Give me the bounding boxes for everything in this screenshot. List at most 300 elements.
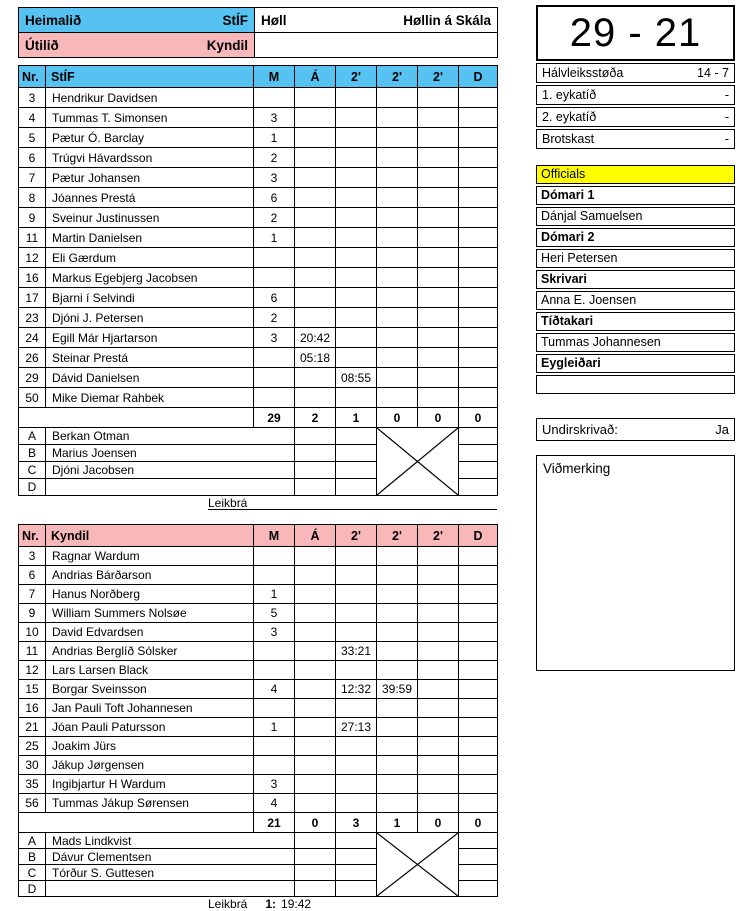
player-name: Egill Már Hjartarson: [46, 328, 254, 348]
player-name: Jákup Jørgensen: [46, 756, 254, 775]
bench-disqualification-cell: [459, 849, 498, 865]
warning-cell: [295, 148, 336, 168]
disqualification-cell: [459, 388, 498, 408]
suspension3-cell: [418, 268, 459, 288]
home-team-name: StÍF: [222, 12, 248, 28]
game-log-event-number: 1:: [265, 897, 277, 911]
score-info-label: Hálvleiksstøða: [542, 66, 624, 80]
official-role-label: Dómari 1: [536, 186, 735, 205]
roster-header-row: [19, 66, 498, 88]
bench-disqualification-cell: [459, 881, 498, 897]
disqualification-cell: [459, 547, 498, 566]
column-header-suspension1-cell: 2': [336, 66, 377, 88]
bench-row: [19, 428, 498, 445]
player-number: 9: [19, 208, 46, 228]
official-role-label: Tíðtakari: [536, 312, 735, 331]
warning-cell: [295, 794, 336, 813]
table-row: [19, 547, 498, 566]
game-log-label-away: [208, 898, 497, 911]
warning-cell: [295, 108, 336, 128]
disqualification-cell: [459, 128, 498, 148]
goals-cell: 3: [254, 328, 295, 348]
bench-name: [46, 479, 295, 496]
bench-warning-cell: [295, 833, 336, 849]
warning-cell: [295, 775, 336, 794]
officials-title: Officials: [536, 165, 735, 184]
warning-cell: [295, 368, 336, 388]
away-label: Útilið: [25, 37, 59, 53]
warning-cell: [295, 547, 336, 566]
suspension3-cell: [418, 288, 459, 308]
suspension2-cell: [377, 248, 418, 268]
player-number: 25: [19, 737, 46, 756]
column-header-goals-cell: M: [254, 525, 295, 547]
disqualification-cell: [459, 775, 498, 794]
warning-cell: [295, 388, 336, 408]
bench-disqualification-cell: [459, 479, 498, 496]
disqualification-cell: [459, 268, 498, 288]
goals-cell: 3: [254, 623, 295, 642]
suspension3-cell: [418, 328, 459, 348]
bench-name: Marius Joensen: [46, 445, 295, 462]
disqualification-cell: [459, 585, 498, 604]
warning-cell: [295, 228, 336, 248]
suspension2-cell: [377, 794, 418, 813]
disqualification-cell: [459, 737, 498, 756]
disqualification-cell: [459, 794, 498, 813]
bench-suspension-cell: [336, 428, 377, 445]
player-number: 9: [19, 604, 46, 623]
column-header-suspension2-cell: 2': [377, 525, 418, 547]
suspension2-cell: [377, 228, 418, 248]
hall-cell: [255, 8, 498, 33]
suspension1-cell: [336, 248, 377, 268]
table-row: [19, 328, 498, 348]
player-name: Steinar Prestá: [46, 348, 254, 368]
player-name: Tummas T. Simonsen: [46, 108, 254, 128]
roster-header-row: [19, 525, 498, 547]
score-info-label: 1. eykatíð: [542, 88, 597, 102]
suspension1-cell: [336, 168, 377, 188]
warning-cell: [295, 128, 336, 148]
warning-cell: 20:42: [295, 328, 336, 348]
player-name: Sveinur Justinussen: [46, 208, 254, 228]
signed-value: Ja: [715, 422, 729, 437]
table-row: [19, 88, 498, 108]
total-warning-cell: 0: [295, 813, 336, 833]
player-name: Bjarni í Selvindi: [46, 288, 254, 308]
column-header-disqualification-cell: D: [459, 66, 498, 88]
goals-cell: 1: [254, 228, 295, 248]
suspension2-cell: [377, 718, 418, 737]
bench-suspension-cell: [336, 865, 377, 881]
player-number: 24: [19, 328, 46, 348]
suspension2-cell: [377, 661, 418, 680]
bench-row: [19, 833, 498, 849]
suspension2-cell: [377, 368, 418, 388]
player-name: William Summers Nolsøe: [46, 604, 254, 623]
crossed-out-cells: [377, 428, 459, 496]
suspension3-cell: [418, 208, 459, 228]
warning-cell: [295, 585, 336, 604]
column-header-suspension3-cell: 2': [418, 66, 459, 88]
suspension3-cell: [418, 642, 459, 661]
table-row: [19, 308, 498, 328]
suspension2-cell: [377, 128, 418, 148]
goals-cell: 3: [254, 108, 295, 128]
player-number: 11: [19, 642, 46, 661]
bench-warning-cell: [295, 881, 336, 897]
game-log-event-time: 19:42: [281, 897, 312, 911]
bench-disqualification-cell: [459, 833, 498, 849]
final-score: 29 - 21: [536, 5, 735, 61]
suspension3-cell: [418, 794, 459, 813]
warning-cell: [295, 680, 336, 699]
suspension1-cell: [336, 228, 377, 248]
totals-empty-cell: [19, 408, 254, 428]
disqualification-cell: [459, 108, 498, 128]
suspension3-cell: [418, 308, 459, 328]
remarks-label: Viðmerking: [543, 461, 611, 476]
total-goals-cell: 21: [254, 813, 295, 833]
bench-suspension-cell: [336, 445, 377, 462]
player-name: Markus Egebjerg Jacobsen: [46, 268, 254, 288]
suspension3-cell: [418, 248, 459, 268]
player-name: Pætur Johansen: [46, 168, 254, 188]
bench-letter: A: [19, 833, 46, 849]
player-name: Tummas Jákup Sørensen: [46, 794, 254, 813]
score-info-value: -: [724, 88, 729, 102]
suspension3-cell: [418, 188, 459, 208]
suspension3-cell: [418, 368, 459, 388]
column-header-suspension1-cell: 2': [336, 525, 377, 547]
suspension1-cell: [336, 128, 377, 148]
roster-table-home: [18, 65, 498, 496]
suspension2-cell: [377, 188, 418, 208]
official-name: Tummas Johannesen: [536, 333, 735, 352]
player-name: Lars Larsen Black: [46, 661, 254, 680]
player-name: Dávid Danielsen: [46, 368, 254, 388]
player-number: 35: [19, 775, 46, 794]
warning-cell: [295, 566, 336, 585]
suspension1-cell: [336, 188, 377, 208]
home-team-cell: [19, 8, 255, 33]
goals-cell: 3: [254, 168, 295, 188]
column-header-suspension2-cell: 2': [377, 66, 418, 88]
suspension1-cell: [336, 288, 377, 308]
disqualification-cell: [459, 699, 498, 718]
official-role-label: Eygleiðari: [536, 354, 735, 373]
table-row: [19, 228, 498, 248]
bench-warning-cell: [295, 428, 336, 445]
disqualification-cell: [459, 756, 498, 775]
suspension1-cell: 33:21: [336, 642, 377, 661]
table-row: [19, 623, 498, 642]
disqualification-cell: [459, 288, 498, 308]
crossed-out-cells: [377, 833, 459, 897]
suspension1-cell: 12:32: [336, 680, 377, 699]
official-role-label: Skrivari: [536, 270, 735, 289]
goals-cell: 6: [254, 188, 295, 208]
score-info-row: [536, 107, 735, 127]
suspension2-cell: [377, 547, 418, 566]
bench-letter: B: [19, 445, 46, 462]
suspension3-cell: [418, 718, 459, 737]
table-row: [19, 388, 498, 408]
suspension3-cell: [418, 128, 459, 148]
bench-suspension-cell: [336, 833, 377, 849]
player-name: Andrias Bárðarson: [46, 566, 254, 585]
signed-box: [536, 418, 735, 441]
disqualification-cell: [459, 718, 498, 737]
suspension1-cell: [336, 328, 377, 348]
home-label: Heimalið: [25, 12, 82, 28]
goals-cell: [254, 547, 295, 566]
disqualification-cell: [459, 148, 498, 168]
player-name: Jóannes Prestá: [46, 188, 254, 208]
game-log-text: Leikbrá: [208, 496, 248, 510]
player-name: Ingibjartur H Wardum: [46, 775, 254, 794]
total-suspension3-cell: 0: [418, 408, 459, 428]
player-name: Borgar Sveinsson: [46, 680, 254, 699]
disqualification-cell: [459, 348, 498, 368]
bench-letter: A: [19, 428, 46, 445]
goals-cell: [254, 388, 295, 408]
suspension1-cell: [336, 348, 377, 368]
warning-cell: [295, 188, 336, 208]
suspension3-cell: [418, 661, 459, 680]
warning-cell: [295, 623, 336, 642]
suspension1-cell: [336, 737, 377, 756]
suspension2-cell: [377, 148, 418, 168]
signed-label: Undirskrivað:: [542, 422, 618, 437]
suspension2-cell: [377, 308, 418, 328]
goals-cell: [254, 699, 295, 718]
player-name: Jan Pauli Toft Johannesen: [46, 699, 254, 718]
disqualification-cell: [459, 188, 498, 208]
away-team-name: Kyndil: [206, 37, 248, 53]
warning-cell: [295, 88, 336, 108]
disqualification-cell: [459, 680, 498, 699]
player-name: Joakim Jürs: [46, 737, 254, 756]
total-disqualification-cell: 0: [459, 813, 498, 833]
player-number: 16: [19, 268, 46, 288]
goals-cell: 2: [254, 208, 295, 228]
score-info-row: [536, 129, 735, 149]
bench-name: Djóni Jacobsen: [46, 462, 295, 479]
goals-cell: 4: [254, 680, 295, 699]
total-warning-cell: 2: [295, 408, 336, 428]
suspension3-cell: [418, 756, 459, 775]
suspension2-cell: [377, 388, 418, 408]
total-suspension2-cell: 0: [377, 408, 418, 428]
goals-cell: [254, 756, 295, 775]
warning-cell: [295, 642, 336, 661]
totals-empty-cell: [19, 813, 254, 833]
goals-cell: 3: [254, 775, 295, 794]
bench-warning-cell: [295, 849, 336, 865]
player-name: Hendrikur Davidsen: [46, 88, 254, 108]
total-suspension2-cell: 1: [377, 813, 418, 833]
suspension3-cell: [418, 168, 459, 188]
player-number: 6: [19, 566, 46, 585]
cross-mark-icon: [377, 833, 458, 896]
bench-warning-cell: [295, 445, 336, 462]
away-team-cell: [19, 33, 255, 58]
suspension2-cell: [377, 604, 418, 623]
player-name: Trúgvi Hávardsson: [46, 148, 254, 168]
bench-letter: C: [19, 865, 46, 881]
disqualification-cell: [459, 248, 498, 268]
suspension1-cell: 27:13: [336, 718, 377, 737]
player-number: 26: [19, 348, 46, 368]
totals-row: [19, 408, 498, 428]
player-name: Pætur Ó. Barclay: [46, 128, 254, 148]
disqualification-cell: [459, 368, 498, 388]
disqualification-cell: [459, 566, 498, 585]
player-number: 21: [19, 718, 46, 737]
suspension1-cell: [336, 88, 377, 108]
player-name: Andrias Berglíð Sólsker: [46, 642, 254, 661]
suspension1-cell: [336, 623, 377, 642]
player-name: Ragnar Wardum: [46, 547, 254, 566]
bench-name: Tórður S. Guttesen: [46, 865, 295, 881]
suspension2-cell: [377, 108, 418, 128]
goals-cell: 5: [254, 604, 295, 623]
player-number: 6: [19, 148, 46, 168]
column-header-team: StÍF: [46, 66, 254, 88]
goals-cell: [254, 248, 295, 268]
score-info-value: -: [724, 132, 729, 146]
suspension3-cell: [418, 88, 459, 108]
disqualification-cell: [459, 661, 498, 680]
table-row: [19, 368, 498, 388]
table-row: [19, 188, 498, 208]
column-header-team: Kyndil: [46, 525, 254, 547]
table-row: [19, 208, 498, 228]
bench-letter: D: [19, 881, 46, 897]
table-row: [19, 168, 498, 188]
total-disqualification-cell: 0: [459, 408, 498, 428]
suspension3-cell: [418, 680, 459, 699]
column-header-goals-cell: M: [254, 66, 295, 88]
goals-cell: 1: [254, 585, 295, 604]
suspension3-cell: [418, 547, 459, 566]
player-name: Eli Gærdum: [46, 248, 254, 268]
official-name: Heri Petersen: [536, 249, 735, 268]
suspension1-cell: [336, 775, 377, 794]
suspension2-cell: [377, 268, 418, 288]
goals-cell: 1: [254, 128, 295, 148]
bench-disqualification-cell: [459, 428, 498, 445]
empty-header-cell: [255, 33, 498, 58]
warning-cell: [295, 699, 336, 718]
suspension2-cell: [377, 775, 418, 794]
bench-warning-cell: [295, 479, 336, 496]
total-suspension3-cell: 0: [418, 813, 459, 833]
suspension2-cell: [377, 642, 418, 661]
player-number: 29: [19, 368, 46, 388]
suspension3-cell: [418, 623, 459, 642]
bench-suspension-cell: [336, 881, 377, 897]
warning-cell: [295, 661, 336, 680]
player-number: 7: [19, 585, 46, 604]
report-left-column: [18, 7, 497, 911]
player-number: 8: [19, 188, 46, 208]
suspension2-cell: [377, 623, 418, 642]
table-row: [19, 348, 498, 368]
suspension1-cell: [336, 756, 377, 775]
bench-name: Dávur Clementsen: [46, 849, 295, 865]
score-info-value: 14 - 7: [697, 66, 729, 80]
game-log-label-home: [208, 496, 497, 510]
suspension3-cell: [418, 348, 459, 368]
table-row: [19, 585, 498, 604]
table-row: [19, 288, 498, 308]
player-name: Martin Danielsen: [46, 228, 254, 248]
player-number: 7: [19, 168, 46, 188]
goals-cell: 4: [254, 794, 295, 813]
table-row: [19, 737, 498, 756]
goals-cell: [254, 88, 295, 108]
warning-cell: [295, 737, 336, 756]
table-row: [19, 756, 498, 775]
disqualification-cell: [459, 328, 498, 348]
suspension1-cell: [336, 699, 377, 718]
official-name: [536, 375, 735, 394]
suspension2-cell: [377, 756, 418, 775]
table-row: [19, 718, 498, 737]
suspension2-cell: [377, 348, 418, 368]
bench-name: Berkan Otman: [46, 428, 295, 445]
total-suspension1-cell: 1: [336, 408, 377, 428]
disqualification-cell: [459, 228, 498, 248]
warning-cell: [295, 718, 336, 737]
suspension3-cell: [418, 566, 459, 585]
table-row: [19, 248, 498, 268]
suspension2-cell: 39:59: [377, 680, 418, 699]
goals-cell: 2: [254, 308, 295, 328]
suspension1-cell: [336, 148, 377, 168]
column-header-disqualification-cell: D: [459, 525, 498, 547]
totals-row: [19, 813, 498, 833]
goals-cell: [254, 268, 295, 288]
official-role-label: Dómari 2: [536, 228, 735, 247]
official-name: Anna E. Joensen: [536, 291, 735, 310]
column-header-warning-cell: Á: [295, 525, 336, 547]
hall-name: Høllin á Skála: [403, 12, 491, 28]
player-number: 12: [19, 248, 46, 268]
suspension2-cell: [377, 737, 418, 756]
table-row: [19, 661, 498, 680]
suspension1-cell: [336, 547, 377, 566]
player-number: 16: [19, 699, 46, 718]
bench-name: Mads Lindkvist: [46, 833, 295, 849]
player-number: 10: [19, 623, 46, 642]
bench-letter: B: [19, 849, 46, 865]
warning-cell: [295, 248, 336, 268]
goals-cell: 2: [254, 148, 295, 168]
table-row: [19, 680, 498, 699]
player-name: Djóni J. Petersen: [46, 308, 254, 328]
warning-cell: [295, 268, 336, 288]
player-number: 56: [19, 794, 46, 813]
warning-cell: [295, 288, 336, 308]
bench-suspension-cell: [336, 479, 377, 496]
player-number: 3: [19, 547, 46, 566]
suspension2-cell: [377, 208, 418, 228]
suspension3-cell: [418, 604, 459, 623]
